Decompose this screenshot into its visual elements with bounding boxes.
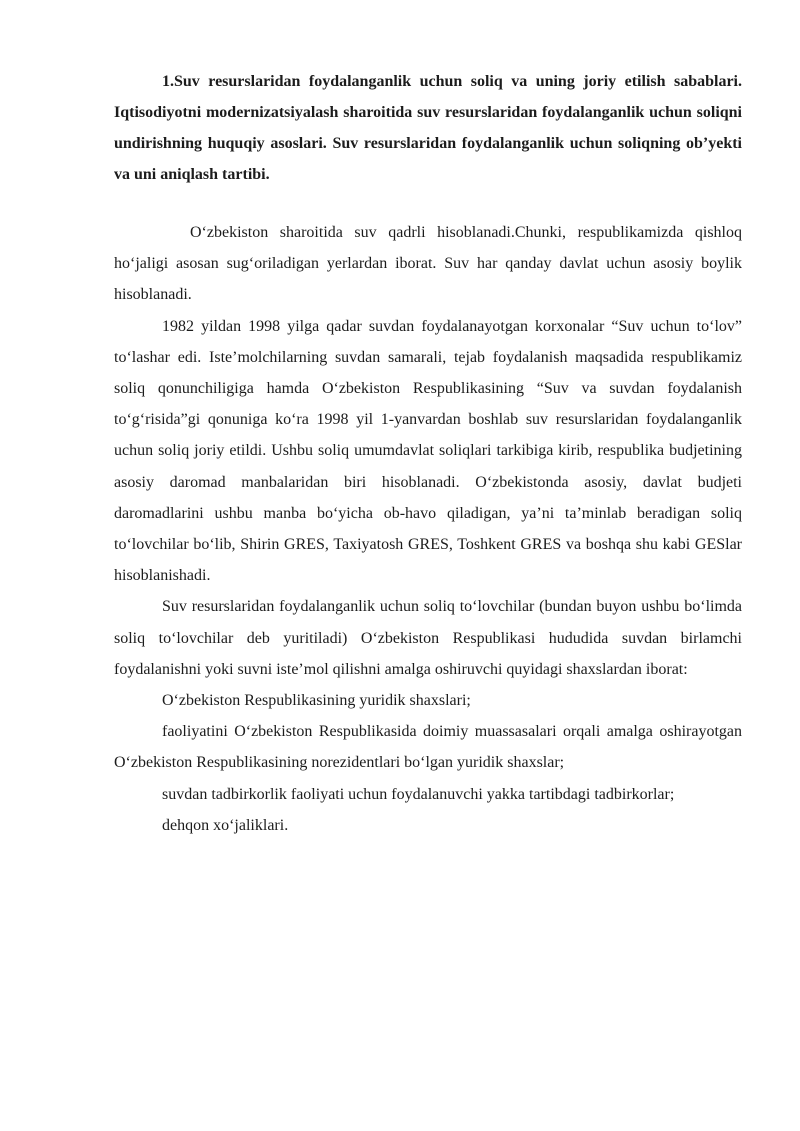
list-item-farms: dehqon xo‘jaliklari.: [162, 816, 289, 834]
list-item-legal-entities: O‘zbekiston Respublikasining yuridik shaxslari;: [162, 692, 471, 710]
paragraph-intro: O‘zbekiston sharoitida suv qadrli hisoblanadi.Chunki, respublikamizda qishloq ho‘jaligi asosan sug‘oriladigan yerlardan iborat. Suv har qanday davlat uchun asosiy boylik hisoblanadi.: [114, 224, 742, 304]
list-item-nonresidents: faoliyatini O‘zbekiston Respublikasida doimiy muassasalari orqali amalga oshirayotgan O‘zbekiston Respublikasining norezidentlari bo‘lgan yuridik shaxslar;: [114, 723, 742, 772]
paragraph-history: 1982 yildan 1998 yilga qadar suvdan foydalanayotgan korxonalar “Suv uchun to‘lov” to‘lashar edi. Iste’molchilarning suvdan samarali, tejab foydalanish maqsadida respublikamiz soliq qonunchiligiga hamda O‘zbekiston Respublikasining “Suv va suvdan foydalanish to‘g‘risida”gi qonuniga ko‘ra 1998 yil 1-yanvardan boshlab suv resurslaridan foydalanganlik uchun soliq joriy etildi. Ushbu soliq umumdavlat soliqlari tarkibiga kirib, respublika budjetining asosiy daromad manbalaridan biri hisoblanadi. O‘zbekistonda asosiy, davlat budjeti daromadlarini ushbu manba bo‘yicha ob-havo qiladigan, ya’ni ta’minlab beradigan soliq to‘lovchilar bo‘lib, Shirin GRES, Taxiyatosh GRES, Toshkent GRES va boshqa shu kabi GESlar hisoblanishadi.: [114, 317, 742, 585]
section-heading: 1.Suv resurslaridan foydalanganlik uchun soliq va uning joriy etilish sabablari. Iqtisodiyotni modernizatsiyalash sharoitida suv resurslaridan foydalanganlik uchun soliqni undirishning huquqiy asoslari. Suv resurslaridan foydalanganlik uchun soliqning ob’yekti va uni aniqlash tartibi.: [114, 73, 742, 183]
paragraph-taxpayers: Suv resurslaridan foydalanganlik uchun soliq to‘lovchilar (bundan buyon ushbu bo‘limda soliq to‘lovchilar deb yuritiladi) O‘zbekiston Respublikasi hududida suvdan birlamchi foydalanishni yoki suvni iste’mol qilishni amalga oshiruvchi quyidagi shaxslardan iborat:: [114, 598, 742, 678]
list-item-entrepreneurs: suvdan tadbirkorlik faoliyati uchun foydalanuvchi yakka tartibdagi tadbirkorlar;: [162, 785, 675, 803]
document-page: [114, 66, 742, 841]
